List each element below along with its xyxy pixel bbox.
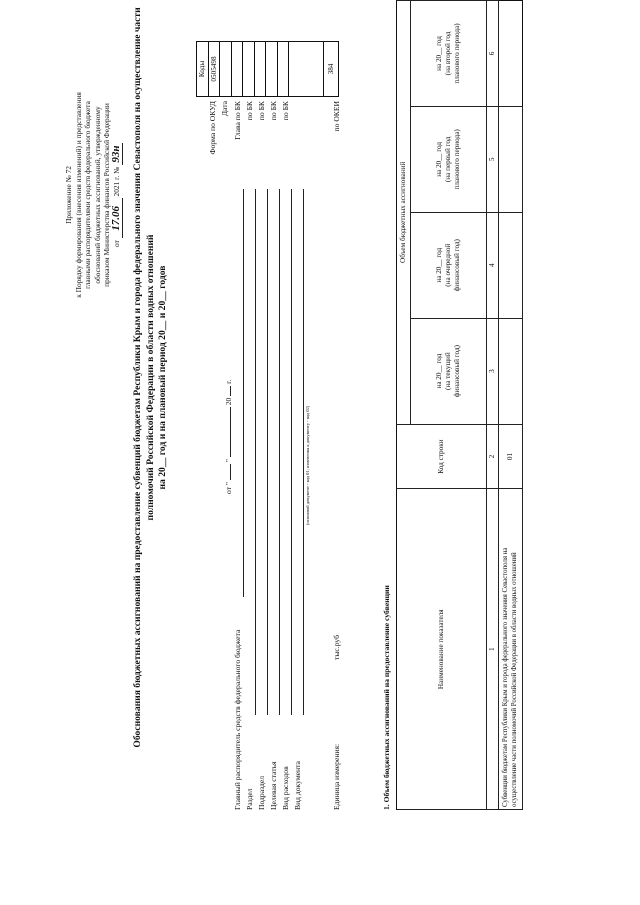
- field-label-vid-rashodov: Вид расходов: [281, 766, 290, 810]
- row-code: 01: [499, 424, 523, 489]
- units-label: Единица измерения:: [332, 743, 341, 810]
- section-1-title: 1. Объем бюджетных ассигнований на предоставление субвенции: [382, 585, 391, 810]
- appendix-title: Приложение № 72: [64, 166, 73, 224]
- appendix-line: к Порядку формирования (внесения изменений) и представления: [73, 92, 83, 298]
- units-value: тыс.руб: [332, 635, 341, 660]
- razdel-code: [243, 42, 255, 97]
- celevaya-code: [266, 42, 278, 97]
- field-line-vid-dokumenta: [303, 189, 304, 715]
- glava-code: [231, 42, 243, 97]
- field-line-razdel: [255, 189, 256, 715]
- appendix-line: главными распорядителями средств федерального бюджета: [83, 101, 93, 289]
- document-title: Обоснования бюджетных ассигнований на предоставление субвенций бюджетам Республики Крым и города федерального значения Севастополя на осуществление части полномочий Российской Федерации в области водных отношений на 20__ год и на плановый период 20__ и 20__ годов: [132, 7, 169, 748]
- allocations-table: [396, 0, 523, 810]
- field-line-vid-rashodov: [291, 189, 292, 715]
- podrazdel-code: [254, 42, 266, 97]
- column-numbers-row: 1 2 3 4 5 6: [487, 1, 499, 810]
- row-name: Субвенции бюджетам Республики Крым и города федерального значения Севастополя на осуществление части полномочий Российской Федерации в области водных отношений: [499, 489, 523, 810]
- okei-label: по ОКЕИ: [332, 101, 341, 132]
- field-label-vid-dokumenta: Вид документа: [293, 761, 302, 810]
- appendix-line: приказом Министерства финансов Российской Федерации: [102, 103, 112, 287]
- codes-box: [196, 41, 339, 97]
- okud-label: Форма по ОКУД: [208, 101, 217, 155]
- header-year-next: на 20__ год (на очередной финансовый год): [411, 212, 487, 318]
- field-right-glavny: Глава по БК: [233, 101, 242, 140]
- vid-rashodov-code: [277, 42, 289, 97]
- appendix-date-number: 93н: [112, 143, 123, 165]
- field-line-podrazdel: [267, 189, 268, 715]
- field-label-celevaya: Целевая статья: [269, 761, 278, 810]
- field-label-razdel: Раздел: [245, 788, 254, 810]
- field-label-glavny: Главный распорядитель средств федерального бюджета: [233, 629, 242, 810]
- header-volume-group: Объем бюджетных ассигнований: [397, 1, 411, 425]
- codes-header: Коды: [197, 42, 209, 97]
- appendix-date: от 17.06 2021 г. № 93н: [112, 40, 123, 350]
- doc-type-hint: (основной документ - код 01; изменения к документу - код 02): [305, 405, 310, 525]
- okei-code: 384: [324, 42, 339, 97]
- field-line-glavny: [243, 189, 244, 597]
- header-year-plan-2: на 20__ год (на второй год планового периода): [411, 1, 487, 107]
- date-line: от " " 20 г.: [224, 379, 233, 494]
- field-right-vid-rashodov: по БК: [281, 101, 290, 121]
- row-value-current: [499, 318, 523, 424]
- field-right-razdel: по БК: [245, 101, 254, 121]
- header-year-current: на 20__ год (на текущий финансовый год): [411, 318, 487, 424]
- okud-code: 0505498: [208, 42, 220, 97]
- header-year-plan-1: на 20__ год (на первый год планового периода): [411, 106, 487, 212]
- appendix-block: [64, 40, 123, 350]
- row-value-plan-1: [499, 106, 523, 212]
- field-right-celevaya: по БК: [269, 101, 278, 121]
- date-code: [220, 42, 232, 97]
- field-right-podrazdel: по БК: [257, 101, 266, 121]
- vid-dokumenta-code: [289, 42, 324, 97]
- appendix-date-day: 17.06: [112, 198, 123, 238]
- row-value-next: [499, 212, 523, 318]
- field-line-celevaya: [279, 189, 280, 715]
- field-label-podrazdel: Подраздел: [257, 776, 266, 810]
- row-value-plan-2: [499, 1, 523, 107]
- appendix-line: обоснований бюджетных ассигнований, утвержденному: [92, 106, 102, 284]
- date-label: Дата: [220, 101, 229, 117]
- header-code: Код строки: [397, 424, 487, 489]
- table-row: [499, 1, 523, 810]
- header-name: Наименование показателя: [397, 489, 487, 810]
